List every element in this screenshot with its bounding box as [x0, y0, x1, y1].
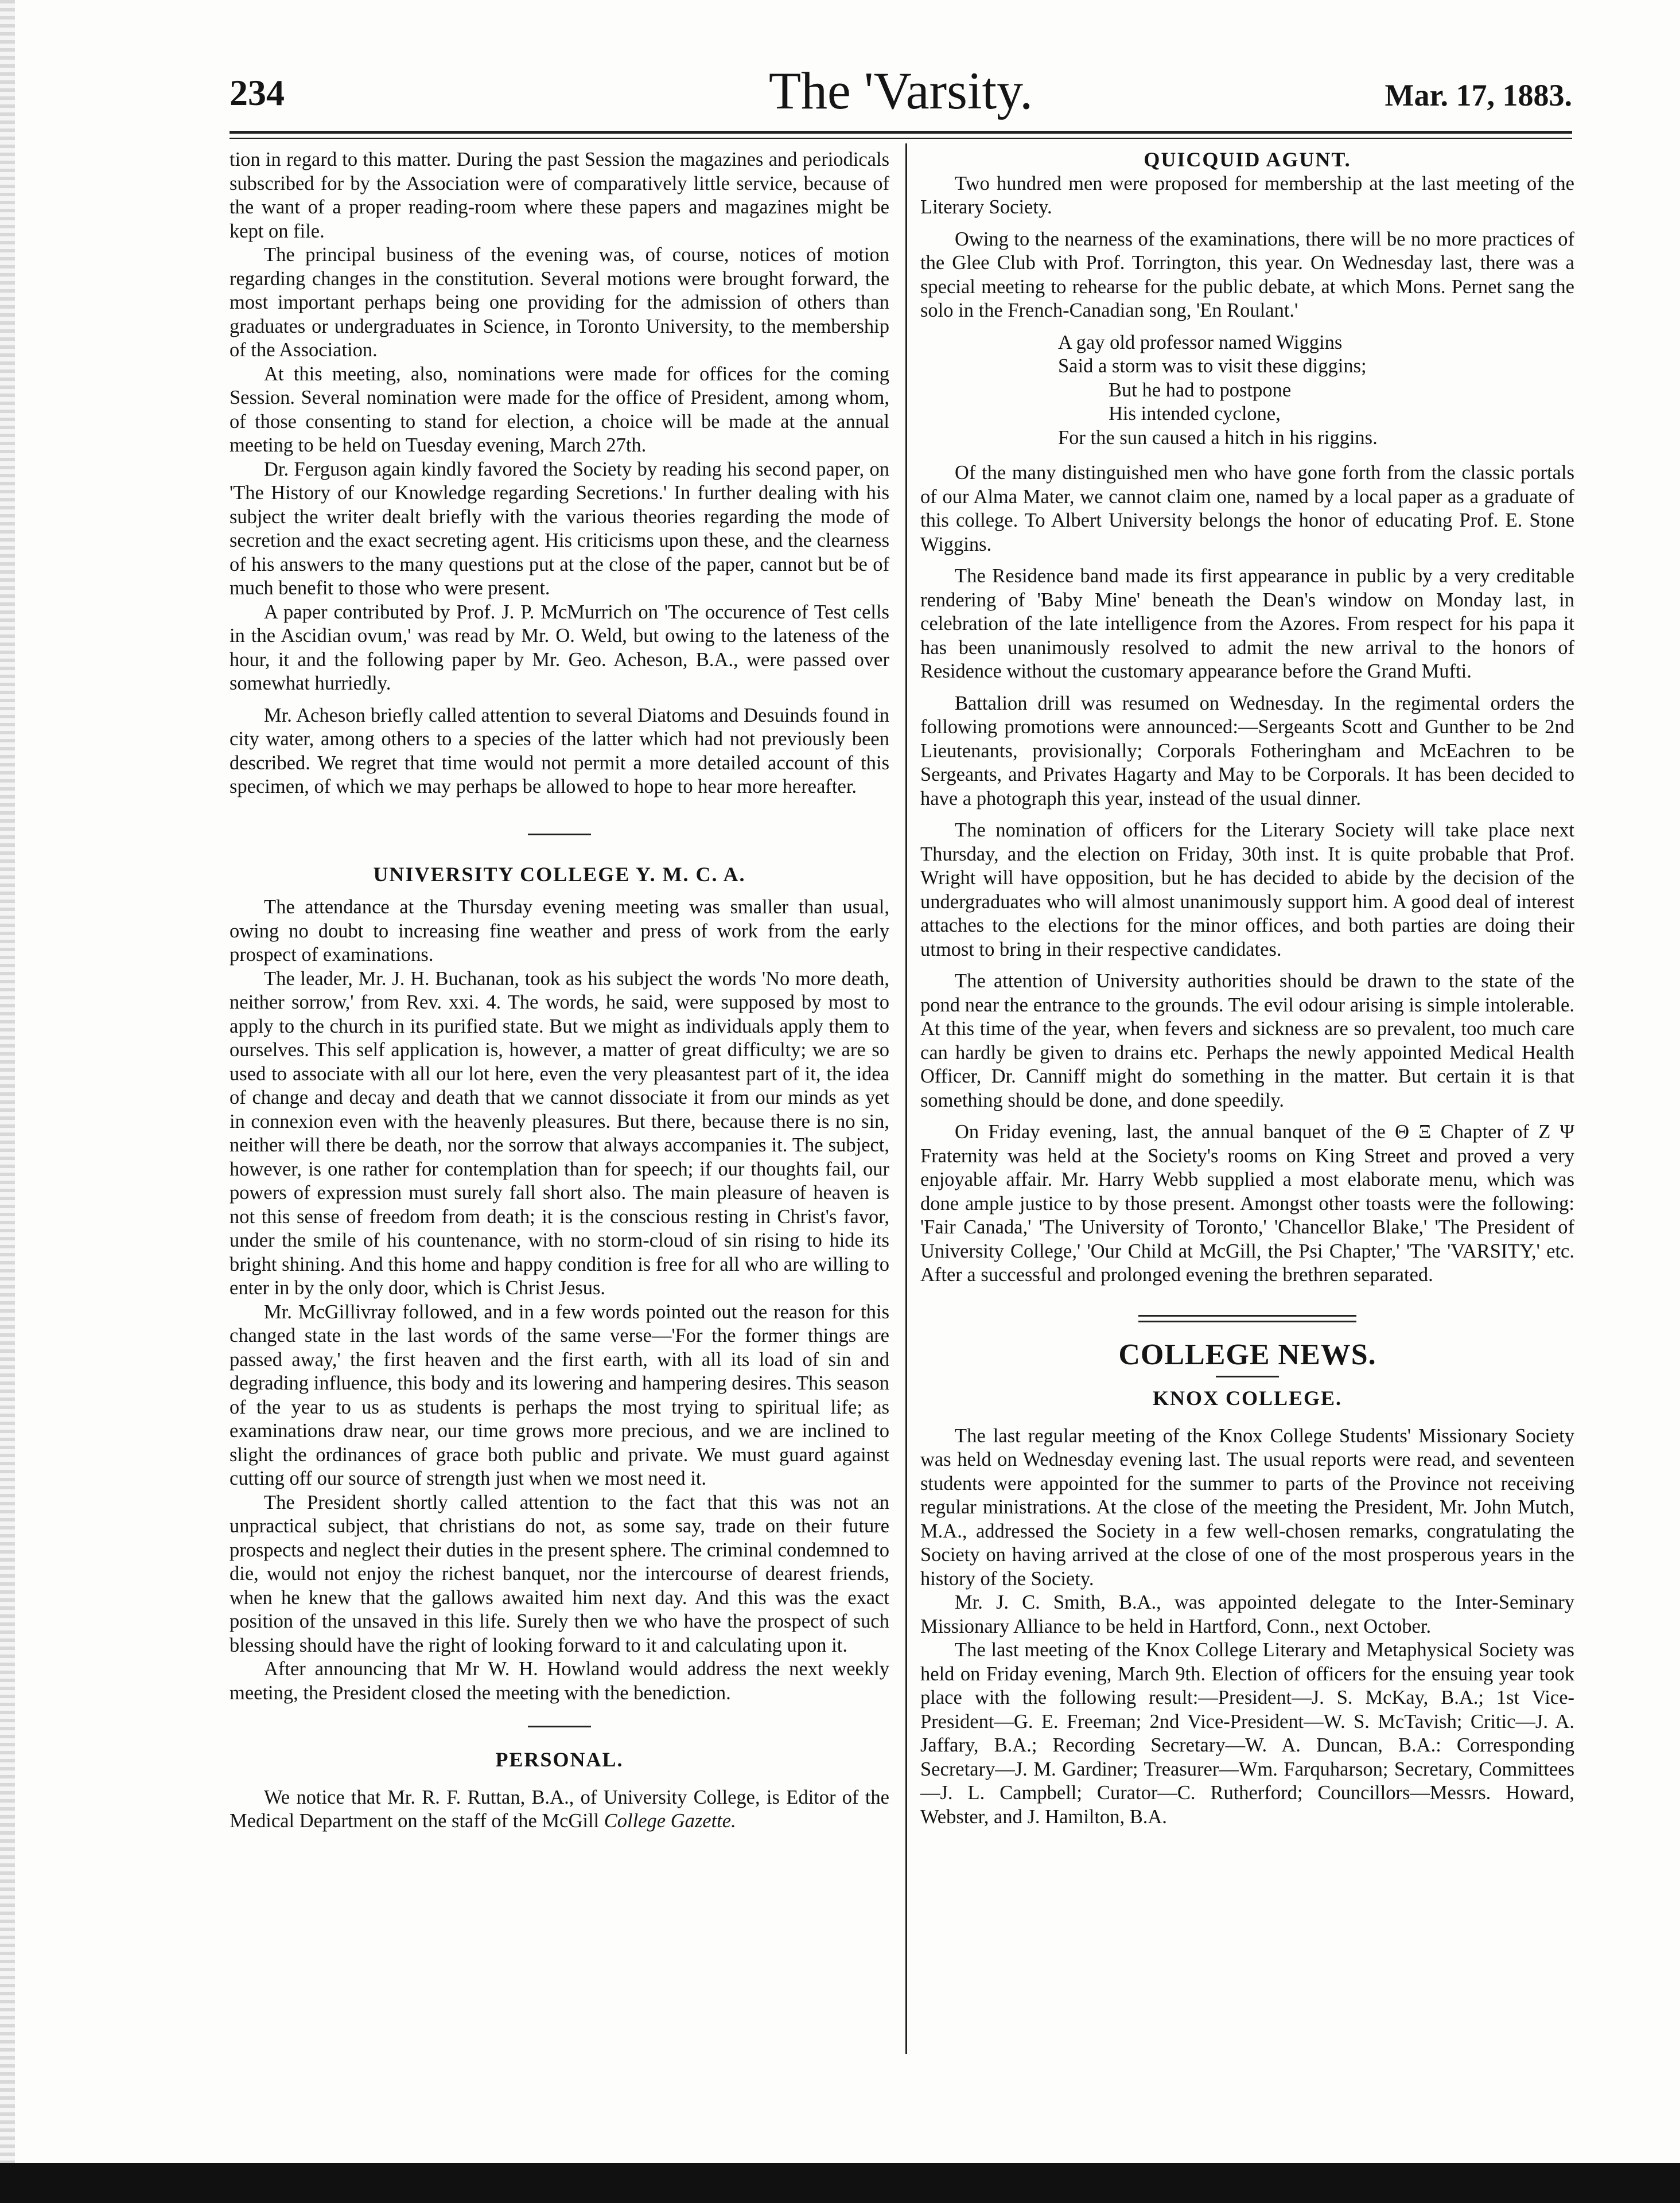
society-paragraph: The principal business of the evening was, of course, notices of motion regarding changes in the constitution. Several motions were brought forward, the most important perhaps being one providing for the admission of others than graduates or undergraduates in Science, in Toronto University, to the membership of the Association.	[230, 244, 889, 361]
ymca-paragraph: The leader, Mr. J. H. Buchanan, took as his subject the words 'No more death, neither sorrow,' from Rev. xxi. 4. The words, he said, were supposed by most to apply to the church in its purified state. But we might as individuals apply them to ourselves. This self application is, however, a matter of great difficulty; we are so used to associate with all our lot here, even the very pleasantest part of it, the idea of change and decay and death that we cannot dissociate it from our minds as yet in connexion even with the heavenly pleasures. But there, because there is no sin, neither will there be death, nor the sorrow that always accompanies it. The subject, however, is one rather for contemplation than for speech; if our thoughts fail, our powers of expression must surely fall short also. The main pleasure of heaven is not this sense of freedom from death; it is the conscious resting in Christ's favor, under the smile of his countenance, with no storm-cloud of sin rising to hide its bright shining. And this home and happy condition is free for all who are willing to enter in by the only door, which is Christ Jesus.	[230, 967, 889, 1299]
quicquid-paragraph: The nomination of officers for the Literary Society will take place next Thursday, and the election on Friday, 30th inst. It is quite probable that Prof. Wright will have opposition, but he has decided to abide by the decision of the undergraduates who will almost unanimously support him. A good deal of interest attaches to the elections for the minor offices, and both parties are doing their utmost to bring in their respective candidates.	[920, 819, 1574, 960]
scan-edge	[0, 0, 15, 2203]
poem-line: But he had to postpone	[1109, 379, 1292, 401]
personal-paragraph	[230, 1786, 889, 1834]
page-number: 234	[230, 72, 285, 113]
quicquid-paragraph: Owing to the nearness of the examinations, there will be no more practices of the Glee Club with Prof. Torrington, this year. On Wednesday last, there was a special meeting to rehearse for the public debate, at which Mons. Pernet sang the solo in the French-Canadian song, 'En Roulant.'	[920, 228, 1574, 321]
personal-heading: PERSONAL.	[495, 1748, 624, 1771]
poem-line: Said a storm was to visit these diggins;	[1058, 355, 1367, 377]
quicquid-paragraph: The Residence band made its first appearance in public by a very creditable rendering of 'Baby Mine' beneath the Dean's window on Monday last, in celebration of the late intelligence from the Azores. From respect for his papa it has been unanimously resolved to admit the new arrival to the honors of Residence without the customary appearance before the Grand Mufti.	[920, 565, 1574, 682]
personal-italic: College Gazette.	[604, 1810, 736, 1832]
ymca-paragraph: The President shortly called attention to the fact that this was not an unpractical subject, that christians do not, as some say, trade on their future prospects and neglect their duties in the present sphere. The criminal condemned to die, would not enjoy the richest banquet, nor the intercourse of dearest friends, when he knew that the gallows awaited him next day. And this was the exact position of the unsaved in this life. Surely then we who have the prospect of such blessing should have the right of looking forward to it and calculating upon it.	[230, 1491, 889, 1656]
knox-paragraph: The last meeting of the Knox College Literary and Metaphysical Society was held on Friday evening, March 9th. Election of officers for the ensuing year took place with the following result:—President—J. S. McKay, B.A.; 1st Vice-President—G. E. Freeman; 2nd Vice-President—W. S. McTavish; Critic—J. A. Jaffary, B.A.; Recording Secretary—W. A. Duncan, B.A.: Corresponding Secretary—J. M. Gardiner; Treasurer—Wm. Farquharson; Secretary, Committees—J. L. Campbell; Curator—C. Rutherford; Councillors—Messrs. Howard, Webster, and J. Hamilton, B.A.	[920, 1639, 1574, 1828]
knox-paragraph: The last regular meeting of the Knox College Students' Missionary Society was held on Wednesday evening last. The usual reports were read, and seventeen students were appointed for the summer to parts of the Province not receiving regular ministrations. At the close of the meeting the President, Mr. John Mutch, M.A., addressed the Society in a few well-chosen remarks, congratulating the Society on having arrived at the close of one of the most prosperous years in the history of the Society.	[920, 1424, 1574, 1590]
issue-date: Mar. 17, 1883.	[1385, 78, 1572, 112]
knox-paragraph: Mr. J. C. Smith, B.A., was appointed delegate to the Inter-Seminary Missionary Alliance to be held in Hartford, Conn., next October.	[920, 1591, 1574, 1637]
society-paragraph: A paper contributed by Prof. J. P. McMurrich on 'The occurence of Test cells in the Ascidian ovum,' was read by Mr. O. Weld, but owing to the lateness of the hour, it and the following paper by Mr. Geo. Acheson, B.A., were passed over somewhat hurriedly.	[230, 601, 889, 694]
poem-line: His intended cyclone,	[1109, 403, 1281, 425]
college-news-heading: COLLEGE NEWS.	[1118, 1338, 1376, 1371]
quicquid-paragraph: On Friday evening, last, the annual banquet of the Θ Ξ Chapter of Z Ψ Fraternity was held at the Society's rooms on King Street and proved a very enjoyable affair. Mr. Harry Webb supplied a most elaborate menu, which was done ample justice to by those present. Amongst other toasts were the following: 'Fair Canada,' 'The University of Toronto,' 'Chancellor Blake,' 'The President of University College,' 'Our Child at McGill, the Psi Chapter,' 'The 'VARSITY,' etc. After a successful and prolonged evening the brethren separated.	[920, 1121, 1574, 1286]
poem-line: For the sun caused a hitch in his riggins.	[1058, 426, 1378, 449]
society-paragraph: At this meeting, also, nominations were made for offices for the coming Session. Several nomination were made for the office of President, among whom, of those consenting to stand for election, a choice will be made at the annual meeting to be held on Tuesday evening, March 27th.	[230, 363, 889, 456]
section-double-rule	[1138, 1315, 1356, 1322]
quicquid-paragraph: Battalion drill was resumed on Wednesday. In the regimental orders the following promotions were announced:—Sergeants Scott and Gunther to be 2nd Lieutenants, provisionally; Corporals Fotheringham and McEachren to be Sergeants, and Privates Hagarty and May to be Corporals. It has been decided to have a photograph this year, instead of the usual dinner.	[920, 692, 1574, 809]
left-column	[230, 148, 889, 1834]
scan-bottom-band	[0, 2163, 1680, 2203]
quicquid-paragraph: The attention of University authorities should be drawn to the state of the pond near the entrance to the grounds. The evil odour arising is simple intolerable. At this time of the year, when fevers and sickness are so prevalent, too much care can hardly be given to drains etc. Perhaps the newly appointed Medical Health Officer, Dr. Canniff might do something in the matter. But certain it is that something should be done, and done speedily.	[920, 970, 1574, 1111]
quicquid-heading: QUICQUID AGUNT.	[1144, 148, 1351, 171]
ymca-paragraph: The attendance at the Thursday evening meeting was smaller than usual, owing no doubt to increasing fine weather and press of work from the early prospect of examinations.	[230, 896, 889, 966]
ymca-heading: UNIVERSITY COLLEGE Y. M. C. A.	[373, 862, 746, 886]
ymca-paragraph: After announcing that Mr W. H. Howland would address the next weekly meeting, the President closed the meeting with the benediction.	[230, 1658, 889, 1704]
page-header	[230, 60, 1572, 129]
society-paragraph: Mr. Acheson briefly called attention to several Diatoms and Desuinds found in city water, among others to a species of the latter which had not previously been described. We regret that time would not permit a more detailed account of this specimen, of which we may perhaps be allowed to hope to hear more hereafter.	[230, 704, 889, 797]
quicquid-paragraph: Two hundred men were proposed for membership at the last meeting of the Literary Society.	[920, 172, 1574, 218]
poem-line: A gay old professor named Wiggins	[1058, 331, 1343, 353]
right-column	[920, 148, 1574, 1829]
header-rule	[230, 131, 1572, 134]
column-divider	[905, 143, 907, 2054]
header-rule-thin	[230, 138, 1572, 139]
masthead-title: The 'Varsity.	[768, 61, 1033, 120]
society-paragraph: Dr. Ferguson again kindly favored the Society by reading his second paper, on 'The History of our Knowledge regarding Secretions.' In further dealing with his subject the writer dealt briefly with the various theories regarding the mode of secretion and the exact secreting agent. His criticisms upon these, and the clearness of his answers to the many questions put at the close of the paper, cannot but be of much benefit to those who were present.	[230, 458, 889, 599]
society-paragraph: tion in regard to this matter. During the past Session the magazines and periodicals subscribed for by the Association were of comparatively little service, because of the want of a proper reading-room where these papers and magazines might be kept on file.	[230, 149, 889, 242]
limerick	[1058, 331, 1574, 450]
knox-heading: KNOX COLLEGE.	[1152, 1387, 1343, 1410]
quicquid-paragraph: Of the many distinguished men who have gone forth from the classic portals of our Alma Mater, we cannot claim one, named by a local paper as a graduate of this college. To Albert University belongs the honor of educating Prof. E. Stone Wiggins.	[920, 462, 1574, 555]
personal-text: We notice that Mr. R. F. Ruttan, B.A., of University College, is Editor of the Medical Department on the staff of the McGill	[230, 1786, 889, 1832]
ymca-paragraph: Mr. McGillivray followed, and in a few words pointed out the reason for this changed state in the last words of the same verse—'For the former things are passed away,' the first heaven and the first earth, with all its load of sin and degrading influence, this body and its lowering and hampering desires. This season of the year to us as students is perhaps the most trying to spiritual life; as examinations draw near, our time grows more precious, and we are inclined to slight the ordinances of grace both public and private. We must guard against cutting off our source of strength just when we most need it.	[230, 1301, 889, 1489]
